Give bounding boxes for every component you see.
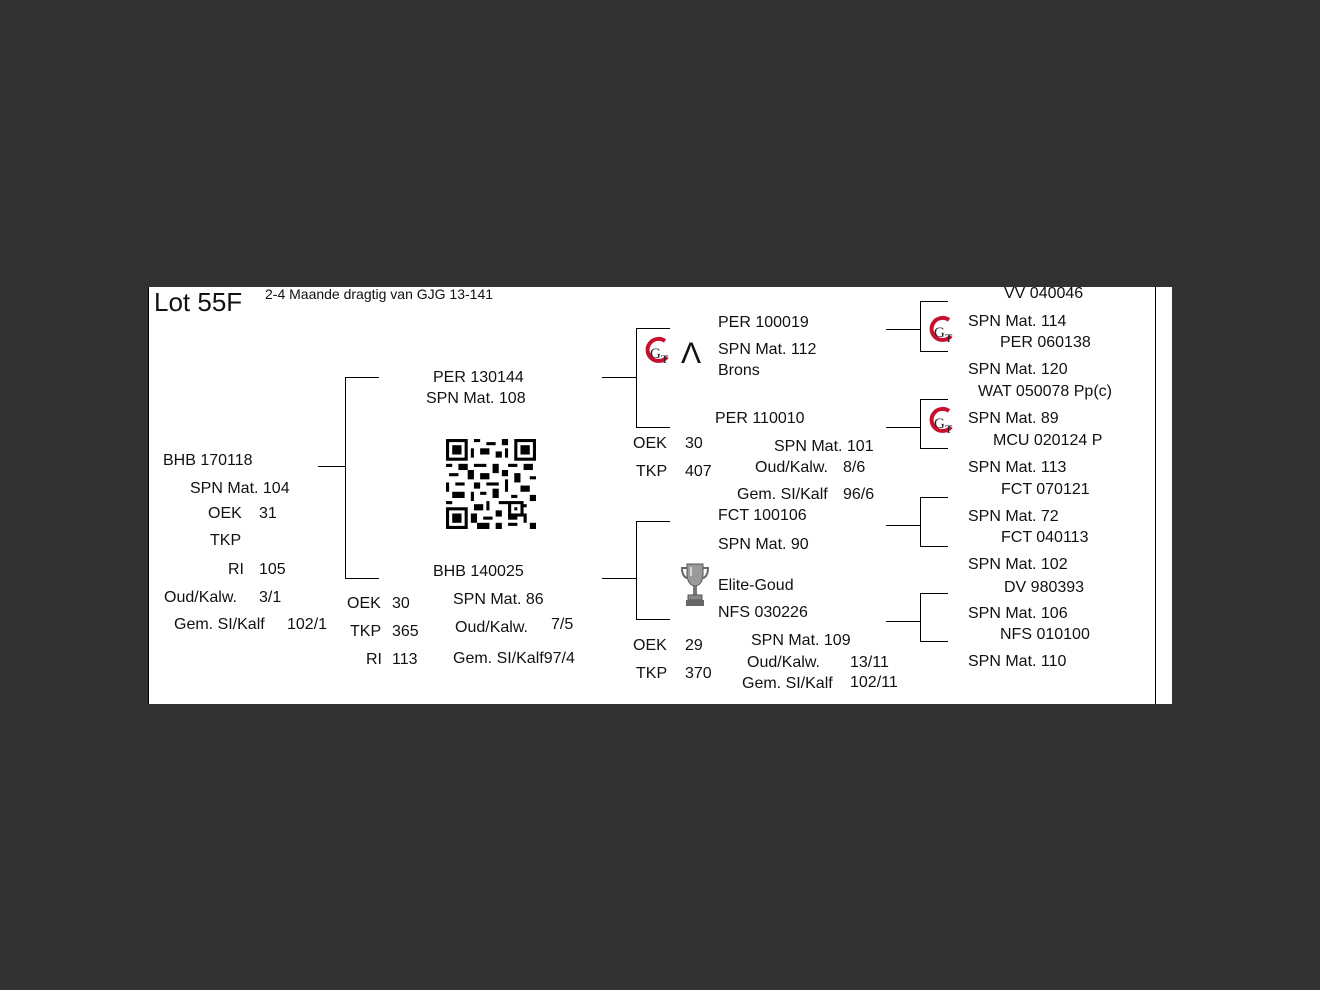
connector-g4-c-bot (920, 546, 948, 547)
connector-g4-a-v (920, 301, 921, 351)
sd-tkp-value: 407 (685, 463, 712, 480)
connector-sire (345, 377, 379, 378)
connector-sire-parents (636, 328, 637, 427)
animal-ri-label: RI (228, 561, 244, 578)
animal-gem-value: 102/1 (287, 616, 328, 633)
connector-dam (345, 578, 379, 579)
ss-spn: SPN Mat. 112 (718, 341, 817, 358)
lambda-symbol: Λ (681, 337, 702, 370)
connector-g4-a-bot (920, 351, 948, 352)
dam-spn: SPN Mat. 86 (453, 591, 544, 608)
g4-1-spn: SPN Mat. 114 (968, 313, 1067, 330)
dd-tkp-value: 370 (685, 665, 712, 682)
dd-gem-label: Gem. SI/Kalf (742, 675, 833, 692)
connector-dam-out (602, 578, 636, 579)
dam-oek-value: 30 (392, 595, 410, 612)
animal-tkp-label: TKP (210, 532, 242, 549)
connector-dd (636, 619, 670, 620)
qr-code-icon (446, 439, 536, 529)
dd-oek-value: 29 (685, 637, 703, 654)
g4-4-spn: SPN Mat. 113 (968, 459, 1067, 476)
connector-sire-out (602, 377, 636, 378)
ds-id: FCT 100106 (718, 507, 807, 524)
ss-award: Brons (718, 362, 760, 379)
connector-parents (345, 377, 346, 578)
connector-g4-c-v (920, 497, 921, 546)
connector-g4-d-bot (920, 641, 948, 642)
animal-spn: SPN Mat. 104 (190, 480, 290, 497)
pedigree-card (148, 287, 1172, 704)
gt-logo-icon (927, 405, 959, 437)
sd-gem-value: 96/6 (843, 486, 875, 503)
connector-g4-b (886, 427, 920, 428)
dd-gem-value: 102/11 (850, 674, 898, 691)
animal-ri-value: 105 (259, 561, 286, 578)
dam-gem-text: Gem. SI/Kalf97/4 (453, 650, 575, 667)
sd-oek-label: OEK (633, 435, 667, 452)
dam-ri-value: 113 (392, 651, 418, 668)
sire-id: PER 130144 (433, 369, 524, 386)
sd-oud-label: Oud/Kalw. (755, 459, 828, 476)
dam-oek-label: OEK (347, 595, 381, 612)
svg-text:G: G (650, 346, 661, 362)
sd-spn: SPN Mat. 101 (774, 438, 874, 455)
dd-oud-value: 13/11 (850, 654, 889, 671)
gt-logo-icon (927, 314, 959, 346)
connector-g4-d (886, 621, 920, 622)
sire-spn: SPN Mat. 108 (426, 390, 526, 407)
dd-tkp-label: TKP (636, 665, 668, 682)
lot-note: 2-4 Maande dragtig van GJG 13-141 (265, 287, 494, 302)
g4-6-spn: SPN Mat. 102 (968, 556, 1068, 573)
dam-id: BHB 140025 (433, 563, 524, 580)
dd-award: Elite-Goud (718, 577, 794, 594)
g4-7-spn: SPN Mat. 106 (968, 605, 1068, 622)
g4-8-id: NFS 010100 (1000, 626, 1090, 643)
sd-oek-value: 30 (685, 435, 703, 452)
g4-3-id: WAT 050078 Pp(c) (978, 383, 1112, 400)
dam-oud-value: 7/5 (551, 616, 574, 633)
connector-g4-b-bot (920, 448, 948, 449)
dd-spn: SPN Mat. 109 (751, 632, 851, 649)
connector-g4-c-top (920, 497, 948, 498)
dd-id: NFS 030226 (718, 604, 808, 621)
dd-oek-label: OEK (633, 637, 667, 654)
animal-oud-value: 3/1 (259, 589, 282, 606)
connector-ss (636, 328, 670, 329)
g4-7-id: DV 980393 (1004, 579, 1085, 596)
connector-g4-d-v (920, 593, 921, 641)
sd-gem-label: Gem. SI/Kalf (737, 486, 828, 503)
dd-oud-label: Oud/Kalw. (747, 654, 820, 671)
ss-id: PER 100019 (718, 314, 809, 331)
connector-g4-c (886, 525, 920, 526)
svg-text:G: G (934, 325, 945, 341)
ds-spn: SPN Mat. 90 (718, 536, 809, 553)
connector-g4-b-top (920, 399, 948, 400)
g4-1-id: VV 040046 (1004, 287, 1084, 302)
animal-oek-label: OEK (208, 505, 242, 522)
g4-6-id: FCT 040113 (1001, 529, 1089, 546)
connector-g4-d-top (920, 593, 948, 594)
connector-dam-parents (636, 521, 637, 619)
animal-oek-value: 31 (259, 505, 277, 522)
svg-text:T: T (945, 422, 953, 436)
g4-4-id: MCU 020124 P (993, 432, 1103, 449)
g4-2-spn: SPN Mat. 120 (968, 361, 1068, 378)
sd-oud-value: 8/6 (843, 459, 866, 476)
svg-text:G: G (934, 416, 945, 432)
gt-logo-icon (643, 335, 675, 367)
animal-gem-label: Gem. SI/Kalf (174, 616, 265, 633)
animal-id: BHB 170118 (163, 452, 253, 469)
connector-g4-a (886, 329, 920, 330)
sd-tkp-label: TKP (636, 463, 668, 480)
connector-ds (636, 521, 670, 522)
trophy-icon (680, 562, 710, 608)
connector-animal (318, 466, 345, 467)
connector-sd (636, 427, 670, 428)
left-border (148, 287, 149, 704)
svg-text:T: T (945, 331, 953, 345)
dam-oud-label: Oud/Kalw. (455, 619, 528, 636)
animal-oud-label: Oud/Kalw. (164, 589, 237, 606)
dam-tkp-value: 365 (392, 623, 419, 640)
lot-title: Lot 55F (154, 287, 243, 317)
g4-2-id: PER 060138 (1000, 334, 1091, 351)
g4-5-id: FCT 070121 (1001, 481, 1090, 498)
connector-g4-b-v (920, 399, 921, 448)
g4-8-spn: SPN Mat. 110 (968, 653, 1067, 670)
connector-g4-a-top (920, 301, 948, 302)
g4-5-spn: SPN Mat. 72 (968, 508, 1059, 525)
svg-text:T: T (661, 352, 669, 366)
sd-id: PER 110010 (715, 410, 805, 427)
dam-tkp-label: TKP (350, 623, 382, 640)
right-border (1155, 287, 1156, 704)
dam-ri-label: RI (366, 651, 382, 668)
g4-3-spn: SPN Mat. 89 (968, 410, 1059, 427)
